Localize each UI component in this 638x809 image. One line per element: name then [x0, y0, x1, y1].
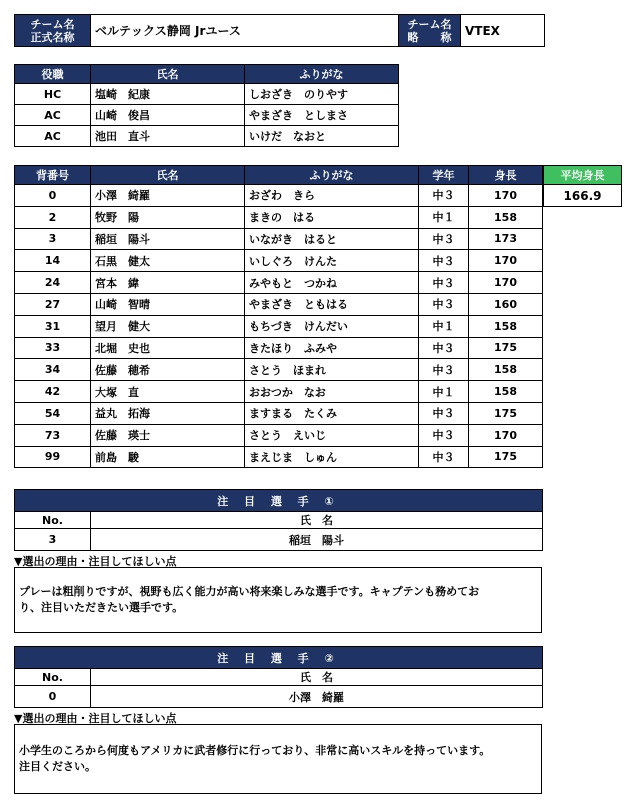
player-height: 175 — [469, 402, 543, 424]
player-no: 99 — [15, 446, 91, 468]
player-no: 73 — [15, 424, 91, 446]
average-height-value: 166.9 — [544, 185, 622, 207]
player-height: 170 — [469, 250, 543, 272]
featured-player-2-reason-label: ▼選出の理由・注目してほしい点 — [14, 712, 177, 725]
player-furigana: おざわ きら — [245, 185, 419, 207]
player-no: 33 — [15, 337, 91, 359]
featured-player-1-table — [14, 489, 543, 551]
player-row — [15, 315, 543, 337]
player-no: 3 — [15, 228, 91, 250]
player-grade: 中１ — [419, 315, 469, 337]
staff-name: 池田 直斗 — [91, 126, 245, 147]
featured-player-1-reason-label: ▼選出の理由・注目してほしい点 — [14, 555, 177, 568]
player-grade: 中１ — [419, 381, 469, 403]
player-row — [15, 424, 543, 446]
player-name: 前島 駿 — [91, 446, 245, 468]
player-row — [15, 185, 543, 207]
staff-name: 塩崎 紀康 — [91, 84, 245, 105]
featured-player-1-reason-line: プレーは粗削りですが、視野も広く能力が高い将来楽しみな選手です。キャプテンも務めてお — [19, 585, 480, 598]
player-furigana: もちづき けんだい — [245, 315, 419, 337]
player-no: 34 — [15, 359, 91, 381]
player-name: 小澤 綺羅 — [91, 185, 245, 207]
team-abbr-label: チーム名 略 称 — [399, 15, 461, 47]
team-name-label: チーム名 正式名称 — [15, 15, 91, 47]
featured-player-2-name: 小澤 綺羅 — [91, 686, 543, 708]
team-abbr-value: VTEX — [461, 15, 545, 47]
player-name: 望月 健大 — [91, 315, 245, 337]
featured-player-2-reason-box — [14, 724, 542, 794]
average-height-label: 平均身長 — [544, 166, 622, 185]
player-height: 158 — [469, 206, 543, 228]
player-name: 山崎 智晴 — [91, 293, 245, 315]
featured-player-1-title: 注 目 選 手 ① — [15, 490, 543, 512]
staff-header-role: 役職 — [15, 65, 91, 84]
player-no: 54 — [15, 402, 91, 424]
player-furigana: さとう えいじ — [245, 424, 419, 446]
featured-player-2-no-label: No. — [15, 669, 91, 686]
player-no: 0 — [15, 185, 91, 207]
player-no: 42 — [15, 381, 91, 403]
player-furigana: きたほり ふみや — [245, 337, 419, 359]
staff-table — [14, 64, 399, 147]
player-name: 稲垣 陽斗 — [91, 228, 245, 250]
player-grade: 中３ — [419, 402, 469, 424]
player-grade: 中３ — [419, 272, 469, 294]
player-no: 24 — [15, 272, 91, 294]
featured-player-1-name-label: 氏 名 — [91, 512, 543, 529]
player-row — [15, 293, 543, 315]
player-name: 佐藤 瑛士 — [91, 424, 245, 446]
players-header-name: 氏名 — [91, 166, 245, 185]
player-row — [15, 228, 543, 250]
average-height-table — [543, 165, 622, 207]
player-height: 173 — [469, 228, 543, 250]
player-grade: 中３ — [419, 185, 469, 207]
featured-player-1-reason-line: り、注目いただきたい選手です。 — [19, 601, 184, 614]
player-row — [15, 446, 543, 468]
player-grade: 中３ — [419, 359, 469, 381]
staff-role: HC — [15, 84, 91, 105]
featured-player-2-reason-line: 小学生のころから何度もアメリカに武者修行に行っており、非常に高いスキルを持っています。 — [19, 744, 491, 757]
player-grade: 中３ — [419, 424, 469, 446]
player-grade: 中３ — [419, 250, 469, 272]
players-table — [14, 165, 543, 468]
player-height: 158 — [469, 381, 543, 403]
player-height: 158 — [469, 315, 543, 337]
players-header-height: 身長 — [469, 166, 543, 185]
staff-name: 山崎 俊昌 — [91, 105, 245, 126]
team-name-value: ベルテックス静岡 Jrユース — [91, 15, 399, 47]
player-row — [15, 402, 543, 424]
player-grade: 中３ — [419, 228, 469, 250]
player-furigana: おおつか なお — [245, 381, 419, 403]
player-furigana: みやもと つかね — [245, 272, 419, 294]
player-grade: 中１ — [419, 206, 469, 228]
staff-role: AC — [15, 126, 91, 147]
staff-header-name: 氏名 — [91, 65, 245, 84]
featured-player-2-reason-line: 注目ください。 — [19, 760, 96, 773]
featured-player-2-name-label: 氏 名 — [91, 669, 543, 686]
featured-player-1-reason-box — [14, 567, 542, 633]
player-furigana: まきの はる — [245, 206, 419, 228]
player-height: 158 — [469, 359, 543, 381]
player-row — [15, 250, 543, 272]
featured-player-2-no: 0 — [15, 686, 91, 708]
player-height: 170 — [469, 185, 543, 207]
staff-furigana: やまざき としまさ — [245, 105, 399, 126]
featured-player-1-name: 稲垣 陽斗 — [91, 529, 543, 551]
team-info-table — [14, 14, 545, 47]
player-name: 佐藤 穂希 — [91, 359, 245, 381]
staff-row — [15, 126, 399, 147]
player-row — [15, 272, 543, 294]
player-furigana: やまざき ともはる — [245, 293, 419, 315]
player-furigana: いしぐろ けんた — [245, 250, 419, 272]
player-name: 宮本 緯 — [91, 272, 245, 294]
player-grade: 中３ — [419, 293, 469, 315]
featured-player-2-table — [14, 646, 543, 708]
staff-row — [15, 84, 399, 105]
players-header-grade: 学年 — [419, 166, 469, 185]
player-furigana: さとう ほまれ — [245, 359, 419, 381]
player-name: 大塚 直 — [91, 381, 245, 403]
player-height: 175 — [469, 337, 543, 359]
player-no: 2 — [15, 206, 91, 228]
players-header-number: 背番号 — [15, 166, 91, 185]
player-height: 160 — [469, 293, 543, 315]
player-name: 牧野 陽 — [91, 206, 245, 228]
featured-player-1-no-label: No. — [15, 512, 91, 529]
player-name: 益丸 拓海 — [91, 402, 245, 424]
player-name: 北堀 史也 — [91, 337, 245, 359]
player-height: 170 — [469, 424, 543, 446]
player-no: 31 — [15, 315, 91, 337]
player-row — [15, 359, 543, 381]
player-furigana: いながき はると — [245, 228, 419, 250]
player-row — [15, 381, 543, 403]
player-row — [15, 337, 543, 359]
player-grade: 中３ — [419, 446, 469, 468]
staff-furigana: いけだ なおと — [245, 126, 399, 147]
staff-header-furigana: ふりがな — [245, 65, 399, 84]
staff-furigana: しおざき のりやす — [245, 84, 399, 105]
player-no: 27 — [15, 293, 91, 315]
featured-player-1-no: 3 — [15, 529, 91, 551]
player-row — [15, 206, 543, 228]
player-furigana: ますまる たくみ — [245, 402, 419, 424]
players-header-furigana: ふりがな — [245, 166, 419, 185]
staff-role: AC — [15, 105, 91, 126]
player-grade: 中３ — [419, 337, 469, 359]
player-furigana: まえじま しゅん — [245, 446, 419, 468]
player-height: 175 — [469, 446, 543, 468]
featured-player-2-title: 注 目 選 手 ② — [15, 647, 543, 669]
player-name: 石黒 健太 — [91, 250, 245, 272]
player-no: 14 — [15, 250, 91, 272]
staff-row — [15, 105, 399, 126]
player-height: 170 — [469, 272, 543, 294]
